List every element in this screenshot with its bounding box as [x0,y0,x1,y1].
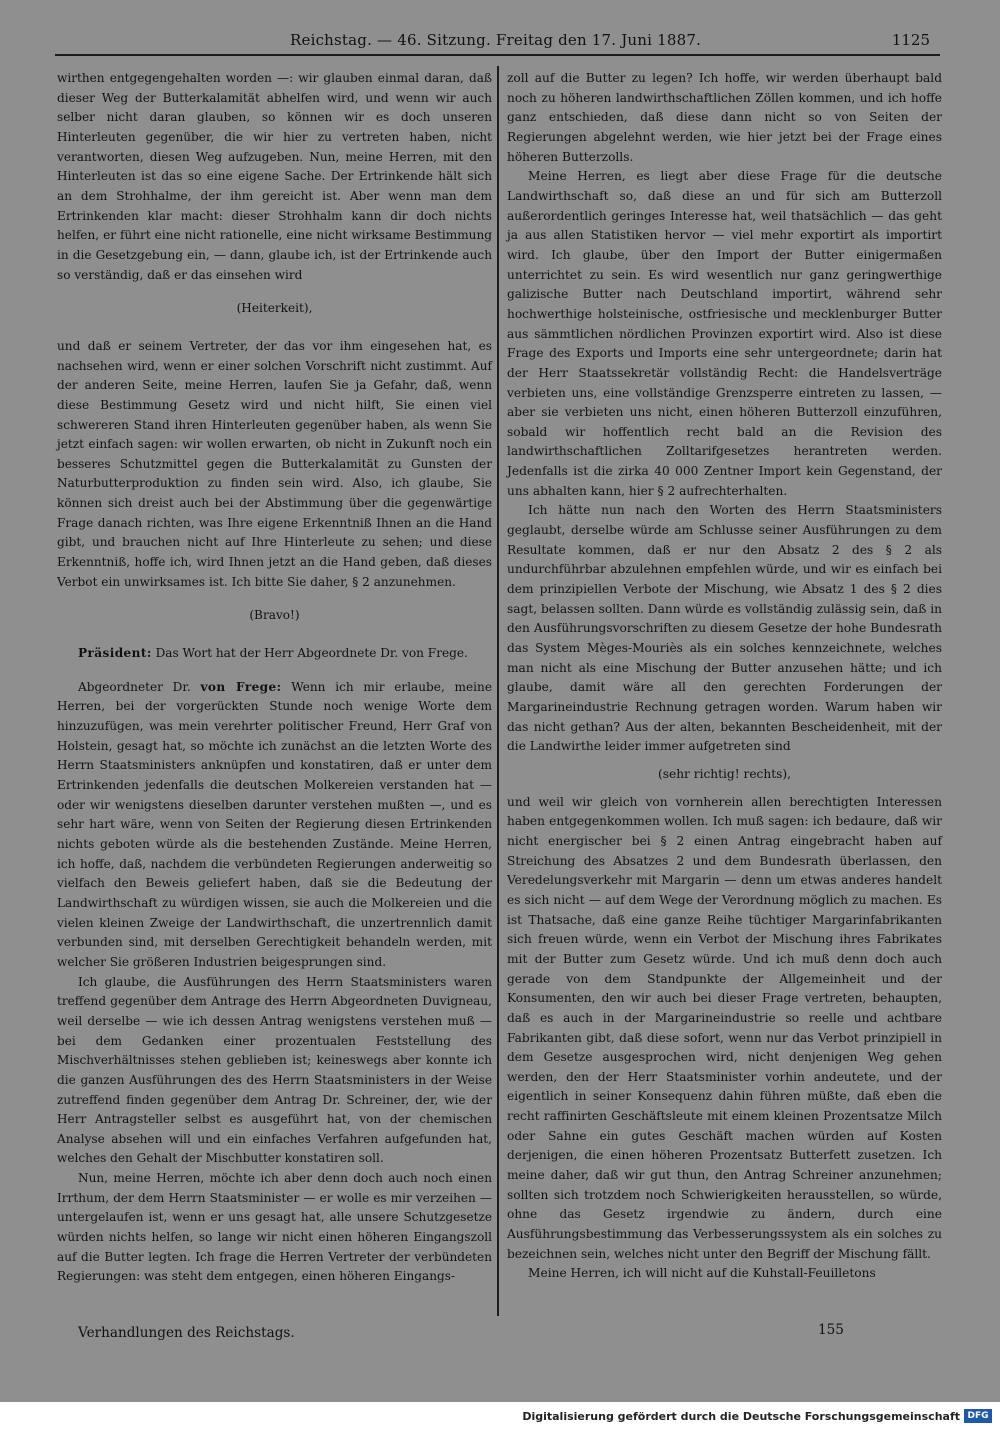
speaker-name: von Frege: [200,679,282,694]
sheet-number: 155 [818,1322,844,1338]
column-divider [497,66,499,1316]
speaker-paragraph [57,644,492,664]
paragraph: Meine Herren, ich will nicht auf die Kuhstall-Feuilletons [528,1266,876,1281]
paragraph: Meine Herren, es liegt aber diese Frage für die deutsche Landwirthschaft so, daß diese an und für sich am Butterzoll außerordentlich geringes Interesse hat, weil thatsächlich — das geht ja aus allen Statistiken hervor — viel mehr exportirt als importirt wird. Ich glaube, über den Import der Butter einigermaßen unterrichtet zu sein. Es wird wesentlich nur ganz geringwerthige galizische Butter nach Deutschland importirt, während sehr hochwerthige holsteinische, ostfriesische und mecklenburger Butter aus sämmtlichen nördlichen Provinzen exportirt wird. Also ist diese Frage des Exports und Imports eine sehr untergeordnete; darin hat der Herr Staatssekretär vollständig Recht: die Handelsverträge verbieten uns, eine vollständige Grenzsperre eintreten zu lassen, — aber sie verbieten uns nicht, einen höheren Butterzoll einzuführen, sobald wir hoffentlich recht bald an die Revision des landwirthschaftlichen Zolltarifgesetzes herantreten werden. Jedenfalls ist die zirka 40 000 Zentner Import kein Gegenstand, der uns abhalten kann, hier § 2 aufrechterhalten. [507,169,942,498]
paragraph: wirthen entgegengehalten worden —: wir glauben einmal daran, daß dieser Weg der Butterkalamität abhelfen wird, und wenn wir auch selber nicht daran glauben, so können wir es doch unseren Hinterleuten gegenüber, die wir hier zu vertreten haben, nicht verantworten, diesen Weg aufzugeben. Nun, meine Herren, mit den Hinterleuten ist das so eine eigene Sache. Der Ertrinkende hält sich an dem Strohhalme, der ihm gereicht ist. Aber wenn man dem Ertrinkenden klar macht: dieser Strohhalm kann dir doch nichts helfen, er führt eine nicht rationelle, eine nicht wirksame Bestimmung in die Gesetzgebung ein, — dann, glaube ich, ist der Ertrinkende auch so verständig, daß er das einsehen wird [57,71,492,282]
paragraph: zoll auf die Butter zu legen? Ich hoffe, wir werden überhaupt bald noch zu höheren landwirthschaftlichen Zöllen kommen, und ich hoffe ganz entschieden, daß diese dann nicht so von Seiten der Regierungen abgelehnt werden, wie hier jetzt bei der Frage eines höheren Butterzolls. [507,71,942,164]
interjection: (Heiterkeit), [236,301,313,316]
speaker-title: Abgeordneter Dr. [78,679,201,694]
left-column [57,69,492,1287]
footer-signature: Verhandlungen des Reichstags. [78,1325,295,1341]
credit-bar [0,1402,1000,1432]
running-title: Reichstag. — 46. Sitzung. Freitag den 17. Juni 1887. [290,31,702,49]
credit-text: Digitalisierung gefördert durch die Deutsche Forschungsgemeinschaft [522,1410,960,1423]
right-column [507,69,942,1284]
interjection: (Bravo!) [249,608,300,623]
speech-text: Wenn ich mir erlaube, meine Herren, bei der vorgerückten Stunde noch wenige Worte dem hinzuzufügen, was mein verehrter politischer Freund, Herr Graf von Holstein, gesagt hat, so möchte ich zunächst an die letzten Worte des Herrn Staatsministers anknüpfen und konstatiren, daß er unter dem Ertrinkenden jedenfalls die deutschen Molkereien verstanden hat — oder wir wenigstens dieselben darunter verstehen mußten —, und es sehr hart wäre, wenn von Seiten der Regierung diesen Ertrinkenden nichts geboten würde als die bestehenden Zustände. Meine Herren, ich hoffe, daß, nachdem die verbündeten Regierungen anderweitig so vielfach den Beweis geliefert haben, daß sie die Bedeutung der Landwirthschaft zu würdigen wissen, sie auch die Molkereien und die vielen kleinen Zweige der Landwirthschaft, die unzertrennlich damit verbunden sind, mit derselben Gerechtigkeit behandeln werden, mit welcher Sie größeren Industrien beigesprungen sind. [57,679,492,969]
header-rule [55,54,940,56]
dfg-logo-icon: DFG [964,1409,992,1423]
speech-text: Das Wort hat der Herr Abgeordnete Dr. von Frege. [155,646,468,661]
paragraph: und daß er seinem Vertreter, der das vor ihm eingesehen hat, es nachsehen wird, wenn er einer solchen Vorschrift nicht zustimmt. Auf der anderen Seite, meine Herren, laufen Sie ja Gefahr, daß, wenn diese Bestimmung Gesetz wird und nicht hilft, Sie einen viel schwereren Stand ihren Hinterleuten gegenüber haben, als wenn Sie jetzt einfach sagen: wir wollen erwarten, ob nicht in Zukunft noch ein besseres Schutzmittel gegen die Butterkalamität zu Gunsten der Naturbutterproduktion zu finden sein wird. Also, ich glaube, Sie können sich dreist auch bei der Abstimmung über die gegenwärtige Frage danach richten, was Ihre eigene Erkenntniß Ihnen an die Hand gibt, und brauchen nicht auf Ihre Hinterleute zu sehen; und diese Erkenntniß, hoffe ich, wird Ihnen jetzt an die Hand geben, daß dieses Verbot ein unwirksames ist. Ich bitte Sie daher, § 2 anzunehmen. [57,338,492,589]
speaker-name: Präsident: [78,646,152,661]
interjection: (sehr richtig! rechts), [657,766,792,781]
speaker-paragraph [57,678,492,973]
paragraph: Nun, meine Herren, möchte ich aber denn doch auch noch einen Irrthum, der dem Herrn Staatsminister — er wolle es mir verzeihen — untergelaufen ist, wenn er uns gesagt hat, alle unsere Schutzgesetze würden nichts helfen, so lange wir nicht einen höheren Eingangszoll auf die Butter legten. Ich frage die Herren Vertreter der verbündeten Regierungen: was steht dem entgegen, einen höheren Eingangs- [57,1171,492,1284]
paragraph: Ich glaube, die Ausführungen des Herrn Staatsministers waren treffend gegenüber dem Antrage des Herrn Abgeordneten Duvigneau, weil derselbe — wie ich dessen Antrag wenigstens verstehen muß — bei dem Gedanken einer prozentualen Feststellung des Mischverhältnisses stehen geblieben ist; keineswegs aber konnte ich die ganzen Ausführungen des des Herrn Staatsministers in der Weise zutreffend finden gegenüber dem Antrag Dr. Schreiner, der, wie der Herr Antragsteller selbst es ausgeführt hat, von der chemischen Analyse absehen will und ein einfaches Verfahren aufgefunden hat, welches den Gehalt der Mischbutter konstatiren soll. [57,974,492,1166]
paragraph: und weil wir gleich von vornherein allen berechtigten Interessen haben entgegenkommen wollen. Ich muß sagen: ich bedaure, daß wir nicht energischer bei § 2 einen Antrag eingebracht haben auf Streichung des Absatzes 2 und dem Bundesrath überlassen, den Veredelungsverkehr mit Margarin — denn um etwas anderes handelt es sich nicht — auf dem Wege der Verordnung möglich zu machen. Es ist Thatsache, daß eine ganze Reihe tüchtiger Margarinfabrikanten sich freuen würde, wenn ein Verbot der Mischung ihres Fabrikates mit der Butter zum Gesetz würde. Und ich muß denn doch auch gerade von dem Standpunkte der Allgemeinheit und der Konsumenten, den wir auch bei dieser Frage vertreten, behaupten, daß es auch in der Margarineindustrie so reelle und achtbare Fabrikanten gibt, daß diese sofort, wenn nur das Verbot prinzipiell in dem Gesetze ausgesprochen wird, nicht denjenigen Weg gehen werden, den der Herr Staatsminister vorhin andeutete, und der eigentlich in seiner Konsequenz dahin führen müßte, daß eben die recht raffinirten Geschäftsleute mit einem kleinen Prozentsatze Milch oder Sahne ein gutes Geschäft machen würden auf Kosten derjenigen, die einen höheren Prozentsatz Butterfett zusetzen. Ich meine daher, daß wir gut thun, den Antrag Schreiner anzunehmen; sollten sich trotzdem noch Schwierigkeiten herausstellen, so würde, ohne das Gesetz irgendwie zu ändern, durch eine Ausführungsbestimmung das Verbesserungssystem als ein solches zu bezeichnen sein, welches nicht unter den Begriff der Mischung fällt. [507,794,942,1261]
paragraph: Ich hätte nun nach den Worten des Herrn Staatsministers geglaubt, derselbe würde am Schlusse seiner Ausführungen zu dem Resultate kommen, daß er nur den Absatz 2 des § 2 als undurchführbar abzulehnen empfehlen würde, und wir es einfach bei dem prinzipiellen Verbote der Mischung, wie Absatz 1 des § 2 dies sagt, belassen sollten. Dann würde es vollständig zulässig sein, daß in den Ausführungsvorschriften zu diesem Gesetze der hohe Bundesrath das System Mèges-Mouriès als ein solches kennzeichnete, welches man nicht als eine Mischung der Butter anzusehen hätte; und ich glaube, damit wäre all den gerechten Forderungen der Margarineindustrie Rechnung getragen worden. Warum haben wir das nicht gethan? Aus der alten, bekannten Bescheidenheit, mit der die Landwirthe leider immer aufgetreten sind [507,503,942,754]
page-header [290,28,930,52]
page-number: 1125 [891,31,930,49]
